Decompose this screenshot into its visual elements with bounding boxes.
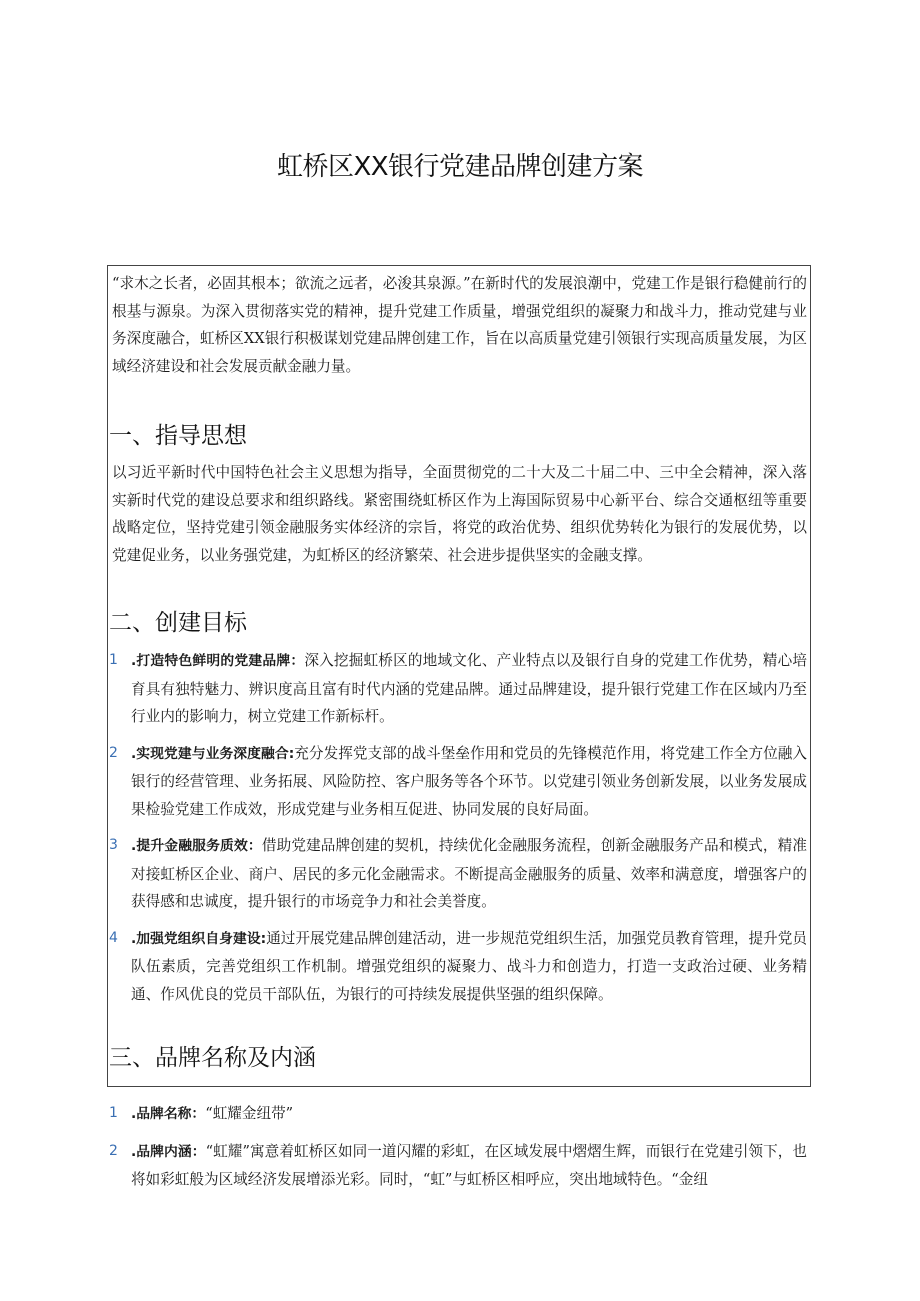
goal-item-number: 4: [109, 929, 118, 946]
guiding-ideology-paragraph: 以习近平新时代中国特色社会主义思想为指导，全面贯彻党的二十大及二十届二中、三中全会精神，深入落实新时代党的建设总要求和组织路线。紧密围绕虹桥区作为上海国际贸易中心新平台、综合交通枢纽等重要战略定位，坚持党建引领金融服务实体经济的宗旨，将党的政治优势、组织优势转化为银行的发展优势，以党建促业务，以业务强党建，为虹桥区的经济繁荣、社会进步提供坚实的金融支撑。: [112, 464, 807, 564]
section-heading-brand-name: 三、品牌名称及内涵: [109, 1045, 316, 1071]
brand-item-1: [109, 1100, 811, 1129]
brand-section-content: [109, 1100, 811, 1194]
goal-item-body: 借助党建品牌创建的契机，持续优化金融服务流程，创新金融服务产品和模式，精准对接虹桥区企业、商户、居民的多元化金融需求。不断提高金融服务的质量、效率和满意度，增强客户的获得感和忠诚度，提升银行的市场竞争力和社会美誉度。: [131, 837, 807, 910]
goal-item-number: 1: [109, 652, 118, 668]
goal-item-body: 充分发挥党支部的战斗堡垒作用和党员的先锋模范作用，将党建工作全方位融入银行的经营管理、业务拓展、风险防控、客户服务等各个环节。以党建引领业务创新发展，以业务发展成果检验党建工作成效，形成党建与业务相互促进、协同发展的良好局面。: [131, 744, 807, 818]
goal-item-label: .提升金融服务质效：: [131, 838, 262, 854]
goal-item-3: [109, 832, 811, 916]
goal-item-4: [109, 925, 811, 1009]
brand-item-label: .品牌内涵：: [131, 1143, 206, 1160]
brand-item-body: “虹耀金纽带”: [205, 1105, 294, 1122]
section-heading-goals: 二、创建目标: [109, 610, 247, 636]
goal-item-1: [109, 647, 811, 731]
goal-item-body: 深入挖掘虹桥区的地域文化、产业特点以及银行自身的党建工作优势，精心培育具有独特魅力、辨识度高且富有时代内涵的党建品牌。通过品牌建设，提升银行党建工作在区域内乃至行业内的影响力，树立党建工作新标杆。: [131, 652, 807, 725]
brand-item-text: [131, 1138, 811, 1194]
goal-item-body: 通过开展党建品牌创建活动，进一步规范党组织生活，加强党员教育管理，提升党员队伍素质，完善党组织工作机制。增强党组织的凝聚力、战斗力和创造力，打造一支政治过硬、业务精通、作风优良的党员干部队伍，为银行的可持续发展提供坚强的组织保障。: [131, 929, 807, 1003]
brand-item-label: .品牌名称：: [131, 1106, 206, 1122]
document-title: 虹桥区XX银行党建品牌创建方案: [276, 152, 644, 182]
intro-paragraph: “求木之长者，必固其根本；欲流之远者，必浚其泉源。”在新时代的发展浪潮中，党建工作是银行稳健前行的根基与源泉。为深入贯彻落实党的精神，提升党建工作质量，增强党组织的凝聚力和战斗力，推动党建与业务深度融合，虹桥区XX银行积极谋划党建品牌创建工作，旨在以高质量党建引领银行实现高质量发展，为区域经济建设和社会发展贡献金融力量。: [112, 275, 807, 375]
goal-item-text: [131, 740, 811, 824]
goal-item-text: [131, 647, 811, 731]
framed-content: [109, 266, 811, 1074]
brand-item-text: [131, 1100, 811, 1129]
goal-item-label: .实现党建与业务深度融合:: [131, 745, 295, 762]
goal-item-2: [109, 740, 811, 824]
section-heading-guiding-ideology: 一、指导思想: [109, 423, 247, 449]
goal-item-text: [131, 832, 811, 916]
goal-item-text: [131, 925, 811, 1009]
goal-item-label: .打造特色鲜明的党建品牌：: [131, 653, 305, 669]
goal-item-number: 3: [109, 837, 118, 853]
brand-item-number: 2: [109, 1142, 118, 1159]
goal-item-number: 2: [109, 744, 118, 761]
brand-item-body: “虹耀”寓意着虹桥区如同一道闪耀的彩虹，在区域发展中熠熠生辉，而银行在党建引领下，也将如彩虹般为区域经济发展增添光彩。同时，“虹”与虹桥区相呼应，突出地域特色。“金纽: [131, 1142, 807, 1188]
brand-item-number: 1: [109, 1105, 118, 1121]
brand-item-2: [109, 1138, 811, 1194]
goal-item-label: .加强党组织自身建设:: [131, 930, 267, 947]
